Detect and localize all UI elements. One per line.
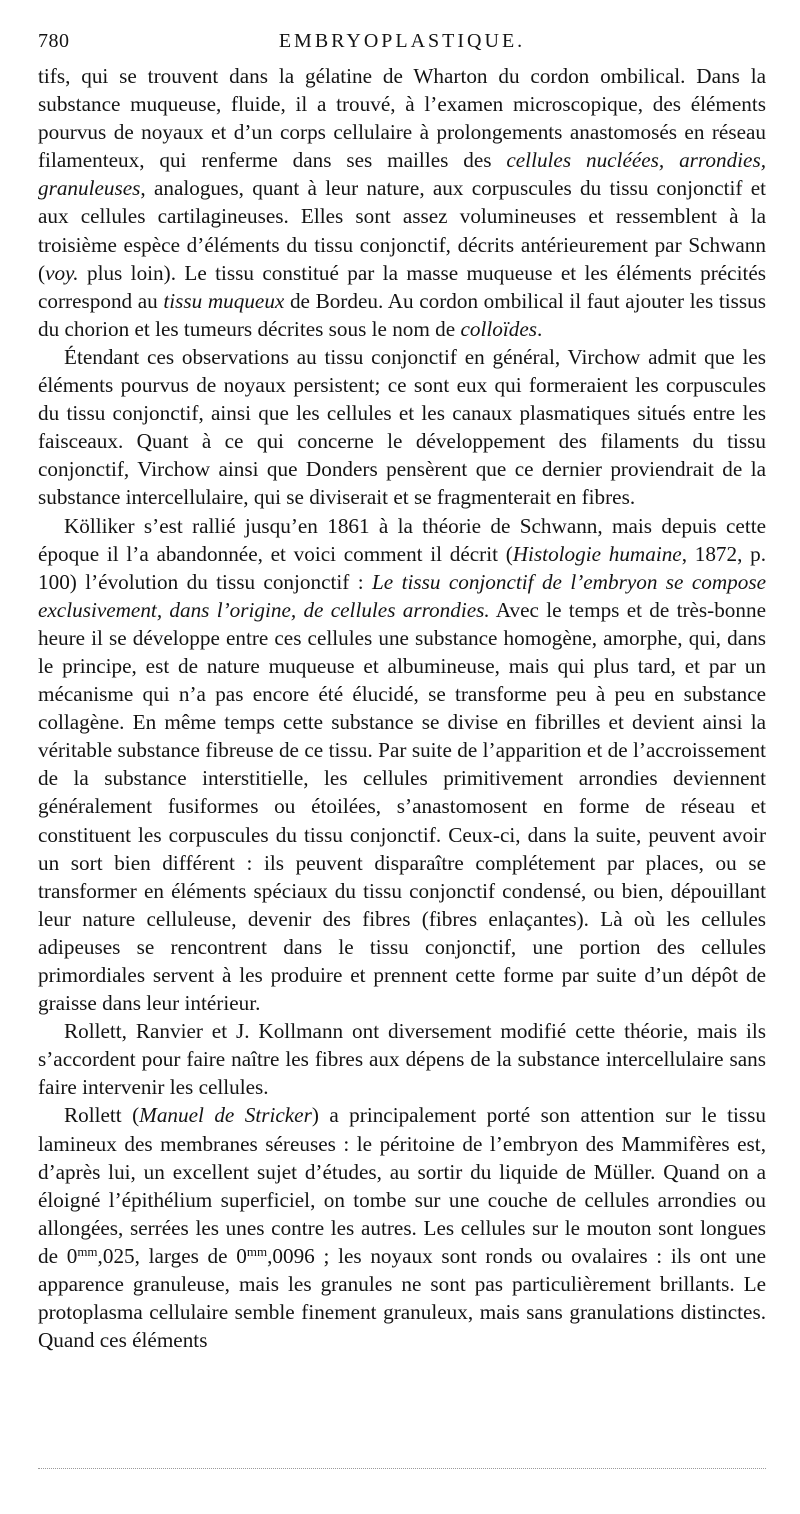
bottom-scan-marks — [38, 1468, 766, 1471]
text-run: plus loin). Le tissu constitué par la masse muqueuse et les éléments précités correspond au — [38, 260, 766, 313]
text-run: Avec le temps et de très-bonne heure il se développe entre ces cellules une substance homogène, amorphe, qui, dans le principe, est de nature muqueuse et albumineuse, mais qui plus tard, et par un mécanisme qui n’a pas encore été élucidé, se transforme peu à peu en substance collagène. En même temps cette substance se divise en fibrilles et devient ainsi la véritable substance fibreuse de ce tissu. Par suite de l’apparition et de l’accroissement de la substance interstitielle, les cellules primitivement arrondies deviennent généralement fusiformes ou étoilées, s’anastomosent en forme de réseau et constituent les corpuscules du tissu conjonctif. Ceux-ci, dans la suite, peuvent avoir un sort bien différent : ils peuvent disparaître complétement par places, ou se transformer en éléments spéciaux du tissu conjonctif condensé, ou bien, dépouillant leur nature celluleuse, devenir des fibres (fibres enlaçantes). Là où les cellules adipeuses se rencontrent dans le tissu conjonctif, une portion des cellules primordiales servent à les produire et prennent cette forme par suite d’un dépôt de graisse dans leur intérieur. — [38, 597, 766, 1016]
italic-text: cellules nucléées, arrondies, granuleuses — [38, 148, 766, 201]
text-run: , 1872, p. 100) l’évolution du tissu conjonctif : — [38, 541, 767, 594]
text-run: Rollett, Ranvier et J. Kollmann ont diversement modifié cette théorie, mais ils s’accordent pour faire naître les fibres aux dépens de la substance intercellulaire sans faire intervenir les cellules. — [38, 1019, 766, 1100]
page-header — [38, 30, 766, 62]
text-run: Rollett ( — [64, 1103, 140, 1128]
italic-text: tissu muqueux — [163, 288, 285, 313]
text-run: Étendant ces observations au tissu conjonctif en général, Virchow admit que les éléments pourvus de noyaux persistent; ce sont eux qui formeraient les corpuscules du tissu conjonctif, ainsi que les cellules et les canaux plasmatiques situés entre les faisceaux. Quant à ce qui concerne le développement des filaments du tissu conjonctif, Virchow ainsi que Donders pensèrent que ce dernier proviendrait de la substance intercellulaire, qui se diviserait et se fragmenterait en fibres. — [38, 344, 766, 510]
paragraph — [38, 62, 766, 343]
body-text — [38, 62, 766, 1354]
paragraph — [38, 512, 766, 1018]
paragraph — [38, 1101, 766, 1354]
page-number: 780 — [38, 30, 70, 52]
text-run: , analogues, quant à leur nature, aux corpuscules du tissu conjonctif et aux cellules cartilagineuses. Elles sont assez volumineuses et ressemblent à la troisième espèce d’éléments du tissu conjonctif, décrits antérieurement par Schwann ( — [38, 176, 766, 285]
text-run: Kölliker s’est rallié jusqu’en 1861 à la théorie de Schwann, mais depuis cette époque il l’a abandonnée, et voici comment il décrit ( — [38, 513, 766, 566]
running-title: EMBRYOPLASTIQUE. — [278, 30, 526, 52]
text-run: tifs, qui se trouvent dans la gélatine de Wharton du cordon ombilical. Dans la substance muqueuse, fluide, il a trouvé, à l’examen microscopique, des éléments pourvus de noyaux et d’un corps cellulaire à prolongements anastomosés en réseau filamenteux, qui renferme dans ses mailles des — [38, 64, 766, 173]
text-run: ,0096 ; les noyaux sont ronds ou ovalaires : ils ont une apparence granuleuse, mais les granules ne sont pas particulièrement brillants. Le protoplasma cellulaire semble finement granuleux, mais sans granulations distinctes. Quand ces éléments — [38, 1243, 766, 1353]
italic-text: Manuel de Stricker — [139, 1103, 312, 1128]
italic-text: Histologie humaine — [512, 541, 682, 566]
italic-text: voy. — [45, 260, 79, 285]
text-run: . — [536, 316, 543, 341]
superscript-unit: mm — [246, 1243, 268, 1259]
italic-text: Le tissu conjonctif de l’embryon se compose exclusivement, dans l’origine, de cellules arrondies. — [38, 569, 766, 622]
paragraph — [38, 1017, 766, 1101]
text-run: ,025, larges de 0 — [97, 1243, 247, 1268]
superscript-unit: mm — [77, 1243, 98, 1259]
italic-text: colloïdes — [460, 316, 537, 341]
paragraph — [38, 343, 766, 512]
text-run: ) a principalement porté son attention sur le tissu lamineux des membranes séreuses : le péritoine de l’embryon des Mammifères est, d’après lui, un excellent sujet d’études, au sortir du liquide de Müller. Quand on a éloigné l’épithélium superficiel, on tombe sur une couche de cellules arrondies ou allongées, serrées les unes contre les autres. Les cellules sur le mouton sont longues de 0 — [38, 1103, 766, 1268]
text-run: de Bordeu. Au cordon ombilical il faut ajouter les tissus du chorion et les tumeurs décrites sous le nom de — [38, 288, 766, 341]
